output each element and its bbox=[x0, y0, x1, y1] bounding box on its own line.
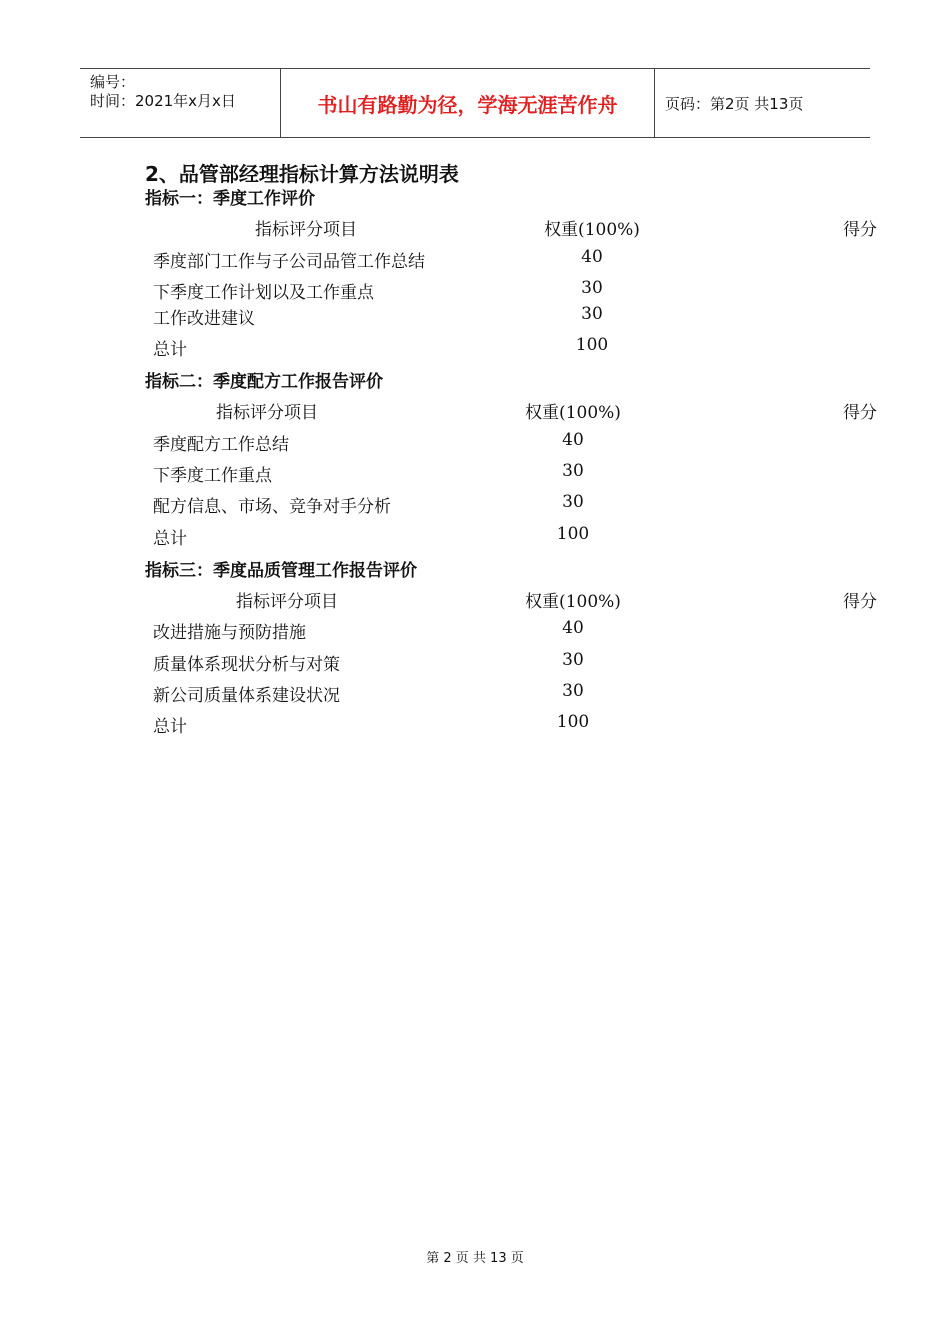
indicator-1-header-weight: 权重(100%) bbox=[544, 220, 640, 240]
indicator-2-row-1-item: 季度配方工作总结 bbox=[153, 435, 289, 455]
indicator-3-row-2-item: 质量体系现状分析与对策 bbox=[153, 655, 340, 675]
indicator-1-row-1-weight: 40 bbox=[581, 247, 603, 267]
indicator-3-header-score: 得分 bbox=[843, 592, 877, 612]
indicator-2-row-3-weight: 30 bbox=[562, 492, 584, 512]
indicator-3-header-weight: 权重(100%) bbox=[525, 592, 621, 612]
indicator-2-header-score: 得分 bbox=[843, 403, 877, 423]
header-date-label: 时间：2021年x月x日 bbox=[90, 92, 236, 110]
indicator-1-title: 指标一：季度工作评价 bbox=[145, 189, 315, 209]
indicator-3-row-4-weight: 100 bbox=[556, 712, 590, 732]
indicator-3-row-4-item: 总计 bbox=[153, 717, 187, 737]
indicator-2-row-2-weight: 30 bbox=[562, 461, 584, 481]
page-header bbox=[80, 68, 870, 138]
header-motto: 书山有路勤为径，学海无涯苦作舟 bbox=[281, 69, 655, 137]
indicator-1-header-item: 指标评分项目 bbox=[255, 220, 357, 240]
page-footer: 第 2 页 共 13 页 bbox=[426, 1251, 524, 1266]
indicator-1-row-4-weight: 100 bbox=[575, 335, 609, 355]
header-number-label: 编号： bbox=[90, 73, 136, 91]
indicator-3-title: 指标三：季度品质管理工作报告评价 bbox=[145, 561, 417, 581]
indicator-2-row-4-item: 总计 bbox=[153, 529, 187, 549]
indicator-1-row-2-weight: 30 bbox=[581, 278, 603, 298]
indicator-2-row-4-weight: 100 bbox=[556, 524, 590, 544]
indicator-1-row-3-weight: 30 bbox=[581, 304, 603, 324]
indicator-2-row-2-item: 下季度工作重点 bbox=[153, 466, 272, 486]
indicator-1-row-1-item: 季度部门工作与子公司品管工作总结 bbox=[153, 252, 425, 272]
indicator-2-row-3-item: 配方信息、市场、竞争对手分析 bbox=[153, 497, 391, 517]
indicator-2-title: 指标二：季度配方工作报告评价 bbox=[145, 372, 383, 392]
indicator-1-row-2-item: 下季度工作计划以及工作重点 bbox=[153, 283, 374, 303]
indicator-3-row-2-weight: 30 bbox=[562, 650, 584, 670]
indicator-1-header-score: 得分 bbox=[843, 220, 877, 240]
indicator-3-row-1-item: 改进措施与预防措施 bbox=[153, 623, 306, 643]
indicator-1-row-3-item: 工作改进建议 bbox=[153, 309, 255, 329]
indicator-3-header-item: 指标评分项目 bbox=[236, 592, 338, 612]
indicator-2-header-item: 指标评分项目 bbox=[216, 403, 318, 423]
indicator-1-row-4-item: 总计 bbox=[153, 340, 187, 360]
indicator-3-row-1-weight: 40 bbox=[562, 618, 584, 638]
indicator-3-row-3-item: 新公司质量体系建设状况 bbox=[153, 686, 340, 706]
indicator-2-header-weight: 权重(100%) bbox=[525, 403, 621, 423]
indicator-3-row-3-weight: 30 bbox=[562, 681, 584, 701]
indicator-2-row-1-weight: 40 bbox=[562, 430, 584, 450]
header-meta bbox=[80, 69, 281, 137]
header-page-label: 页码：第2页 共13页 bbox=[665, 94, 804, 113]
document-title: 2、品管部经理指标计算方法说明表 bbox=[145, 162, 459, 186]
